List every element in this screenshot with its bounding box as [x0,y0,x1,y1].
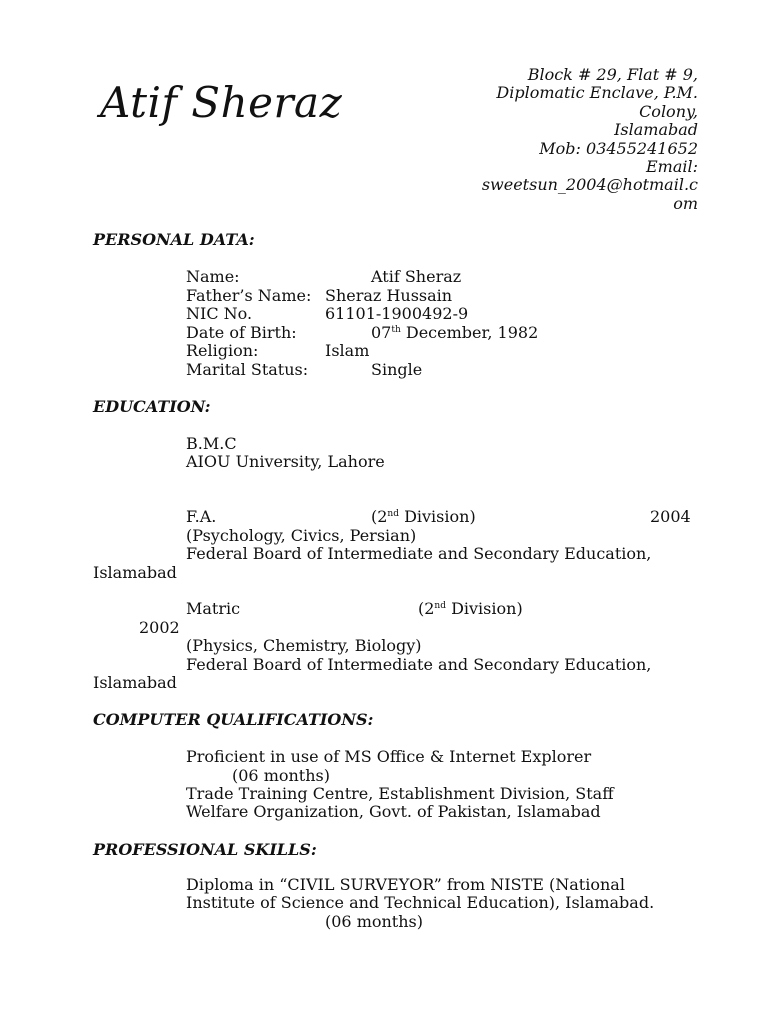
marital-status-value: Single [371,360,423,379]
personal-data-heading: PERSONAL DATA: [93,230,255,249]
nic-value: 61101-1900492-9 [325,304,469,323]
contact-address-block [482,66,698,213]
matric-subjects: (Physics, Chemistry, Biology) [186,636,422,655]
religion-value: Islam [325,341,370,360]
diploma-duration: (06 months) [325,912,423,931]
nic-label: NIC No. [186,304,253,323]
computer-institute-line: Trade Training Centre, Establishment Division, Staff [186,784,614,803]
bmc-title: B.M.C [186,434,237,453]
computer-qualifications-heading: COMPUTER QUALIFICATIONS: [93,710,374,729]
fa-city: Islamabad [93,563,177,582]
father-name-label: Father’s Name: [186,286,312,305]
name-label: Name: [186,267,240,286]
professional-skills-heading: PROFESSIONAL SKILLS: [93,840,317,859]
bmc-institute: AIOU University, Lahore [186,452,385,471]
matric-year: 2002 [139,618,180,637]
email-line: sweetsun_2004@hotmail.c [481,175,698,195]
marital-status-label: Marital Status: [186,360,309,379]
matric-division: (2nd Division) [418,599,523,618]
matric-title: Matric [186,599,241,618]
fa-board: Federal Board of Intermediate and Secondary Education, [186,544,652,563]
email-label: Email: [645,157,698,177]
mobile-line: Mob: 03455241652 [539,138,698,158]
address-line: Islamabad [614,120,698,140]
email-line-wrap: om [673,193,698,213]
computer-duration: (06 months) [232,766,330,785]
matric-board: Federal Board of Intermediate and Secondary Education, [186,655,652,674]
dob-value: 07th December, 1982 [371,323,539,342]
address-line: Colony, [639,101,698,121]
address-line: Diplomatic Enclave, P.M. [496,83,698,103]
dob-label: Date of Birth: [186,323,297,342]
fa-subjects: (Psychology, Civics, Persian) [186,526,417,545]
religion-label: Religion: [186,341,259,360]
matric-city: Islamabad [93,673,177,692]
name-value: Atif Sheraz [371,267,462,286]
computer-institute-line-2: Welfare Organization, Govt. of Pakistan, Islamabad [186,802,601,821]
address-line: Block # 29, Flat # 9, [527,65,698,84]
fa-year: 2004 [650,507,691,526]
candidate-name: Atif Sheraz [100,78,343,127]
education-heading: EDUCATION: [93,397,211,416]
diploma-line: Diploma in “CIVIL SURVEYOR” from NISTE (National [186,875,625,894]
diploma-line-2: Institute of Science and Technical Education), Islamabad. [186,893,655,912]
father-name-value: Sheraz Hussain [325,286,453,305]
fa-title: F.A. [186,507,217,526]
fa-division: (2nd Division) [371,507,476,526]
computer-skill-line: Proficient in use of MS Office & Internet Explorer [186,747,592,766]
